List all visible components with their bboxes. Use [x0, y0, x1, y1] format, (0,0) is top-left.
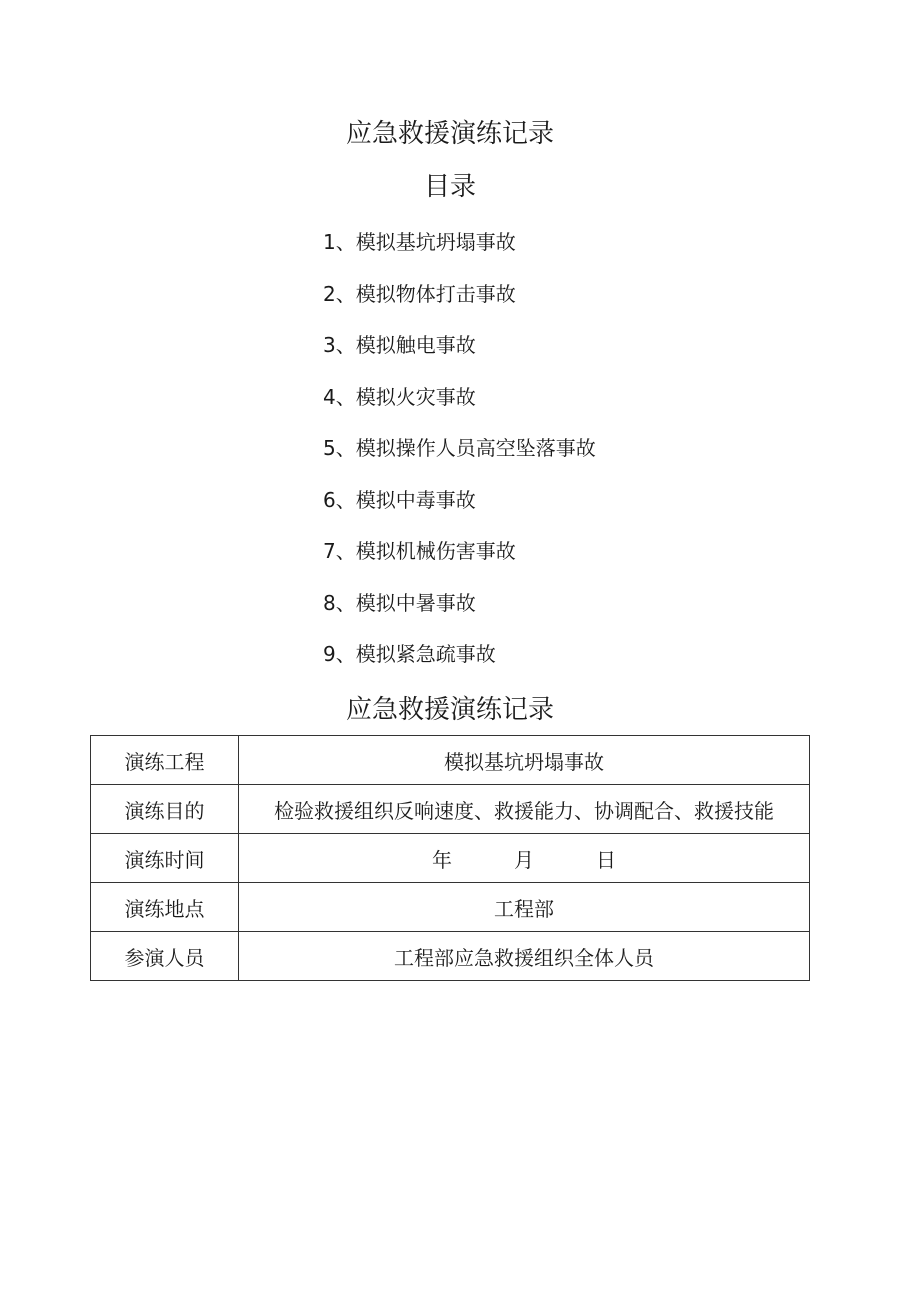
time-month: 月 — [514, 847, 534, 872]
time-value — [239, 834, 810, 883]
table-of-contents — [323, 224, 596, 688]
toc-item: 4、模拟火灾事故 — [323, 384, 476, 409]
toc-item: 2、模拟物体打击事故 — [323, 281, 516, 306]
time-day: 日 — [596, 847, 616, 872]
location-label: 演练地点 — [91, 883, 239, 932]
participants-value: 工程部应急救援组织全体人员 — [239, 932, 810, 981]
table-row — [91, 883, 810, 932]
purpose-label: 演练目的 — [91, 785, 239, 834]
participants-label: 参演人员 — [91, 932, 239, 981]
document-title: 应急救援演练记录 — [345, 119, 554, 149]
toc-item: 6、模拟中毒事故 — [323, 487, 476, 512]
table-row — [91, 785, 810, 834]
toc-item: 1、模拟基坑坍塌事故 — [323, 230, 516, 254]
project-value: 模拟基坑坍塌事故 — [239, 736, 810, 785]
project-label: 演练工程 — [91, 736, 239, 785]
time-label: 演练时间 — [91, 834, 239, 883]
time-year: 年 — [432, 847, 452, 872]
toc-title: 目录 — [423, 172, 476, 202]
toc-item: 3、模拟触电事故 — [323, 333, 476, 357]
toc-item: 7、模拟机械伤害事故 — [323, 539, 516, 563]
toc-item: 9、模拟紧急疏事故 — [323, 642, 496, 666]
record-title: 应急救援演练记录 — [345, 695, 554, 725]
drill-record-table — [90, 735, 810, 981]
table-row — [91, 932, 810, 981]
table-row — [91, 736, 810, 785]
location-value: 工程部 — [239, 883, 810, 932]
toc-item: 5、模拟操作人员高空坠落事故 — [323, 436, 596, 460]
toc-item: 8、模拟中暑事故 — [323, 590, 476, 615]
purpose-value: 检验救援组织反响速度、救援能力、协调配合、救援技能 — [239, 785, 810, 834]
table-row — [91, 834, 810, 883]
